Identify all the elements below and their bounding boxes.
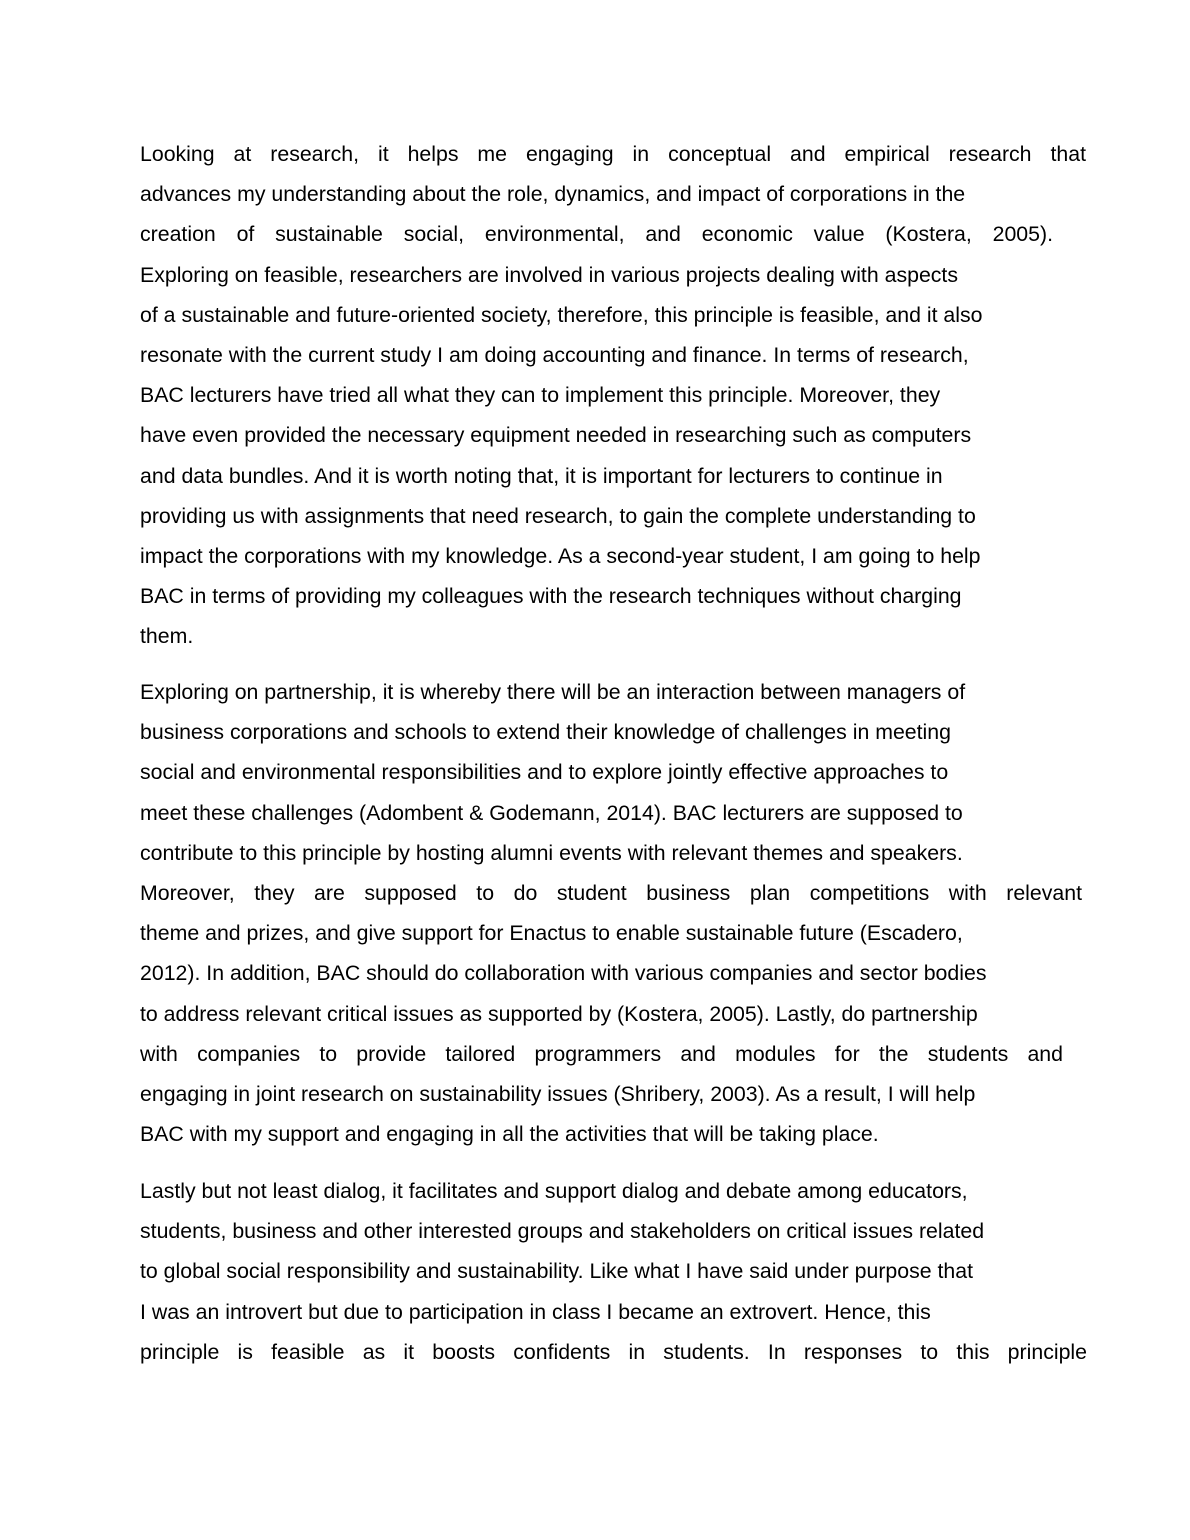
text-line: BAC in terms of providing my colleagues with the research techniques without charging bbox=[140, 584, 962, 609]
text-line: and data bundles. And it is worth noting that, it is important for lecturers to continue in bbox=[140, 463, 943, 488]
text-line: Lastly but not least dialog, it facilitates and support dialog and debate among educators, bbox=[140, 1179, 968, 1203]
text-line: contribute to this principle by hosting alumni events with relevant themes and speakers. bbox=[140, 840, 963, 865]
text-line: Exploring on partnership, it is whereby there will be an interaction between managers of bbox=[140, 680, 966, 704]
paragraph-partnership bbox=[140, 672, 1086, 1154]
text-line: with companies to provide tailored programmers and modules for the students and bbox=[140, 1041, 1063, 1066]
text-line: principle is feasible as it boosts confidents in students. In responses to this principle bbox=[140, 1339, 1087, 1364]
text-line: of a sustainable and future-oriented society, therefore, this principle is feasible, and it also bbox=[140, 302, 983, 327]
text-line: Exploring on feasible, researchers are involved in various projects dealing with aspects bbox=[140, 262, 958, 287]
text-line: advances my understanding about the role, dynamics, and impact of corporations in the bbox=[140, 182, 966, 207]
text-line: BAC lecturers have tried all what they can to implement this principle. Moreover, they bbox=[140, 383, 941, 408]
text-line: them. bbox=[140, 624, 194, 649]
text-line: students, business and other interested groups and stakeholders on critical issues related bbox=[140, 1219, 985, 1244]
text-line: creation of sustainable social, environmental, and economic value (Kostera, 2005). bbox=[140, 222, 1053, 247]
text-line: providing us with assignments that need research, to gain the complete understanding to bbox=[140, 503, 976, 528]
text-line: resonate with the current study I am doing accounting and finance. In terms of research, bbox=[140, 342, 969, 367]
text-line: impact the corporations with my knowledge. As a second-year student, I am going to help bbox=[140, 543, 981, 568]
text-line: have even provided the necessary equipment needed in researching such as computers bbox=[140, 423, 972, 448]
text-line: I was an introvert but due to participation in class I became an extrovert. Hence, this bbox=[140, 1299, 931, 1324]
paragraph-dialog bbox=[140, 1171, 1086, 1372]
text-line: engaging in joint research on sustainability issues (Shribery, 2003). As a result, I will help bbox=[140, 1081, 976, 1106]
paragraph-research bbox=[140, 134, 1086, 656]
text-line: 2012). In addition, BAC should do collaboration with various companies and sector bodies bbox=[140, 961, 987, 986]
text-line: Moreover, they are supposed to do student business plan competitions with relevant bbox=[140, 880, 1082, 905]
text-line: to address relevant critical issues as supported by (Kostera, 2005). Lastly, do partnership bbox=[140, 1001, 978, 1026]
text-line: BAC with my support and engaging in all the activities that will be taking place. bbox=[140, 1122, 879, 1147]
text-line: business corporations and schools to extend their knowledge of challenges in meeting bbox=[140, 720, 951, 745]
text-line: social and environmental responsibilities and to explore jointly effective approaches to bbox=[140, 760, 949, 785]
text-line: Looking at research, it helps me engaging in conceptual and empirical research that bbox=[140, 142, 1086, 166]
text-line: meet these challenges (Adombent & Godemann, 2014). BAC lecturers are supposed to bbox=[140, 800, 963, 825]
text-line: theme and prizes, and give support for Enactus to enable sustainable future (Escadero, bbox=[140, 921, 963, 946]
text-line: to global social responsibility and sustainability. Like what I have said under purpose that bbox=[140, 1259, 974, 1284]
